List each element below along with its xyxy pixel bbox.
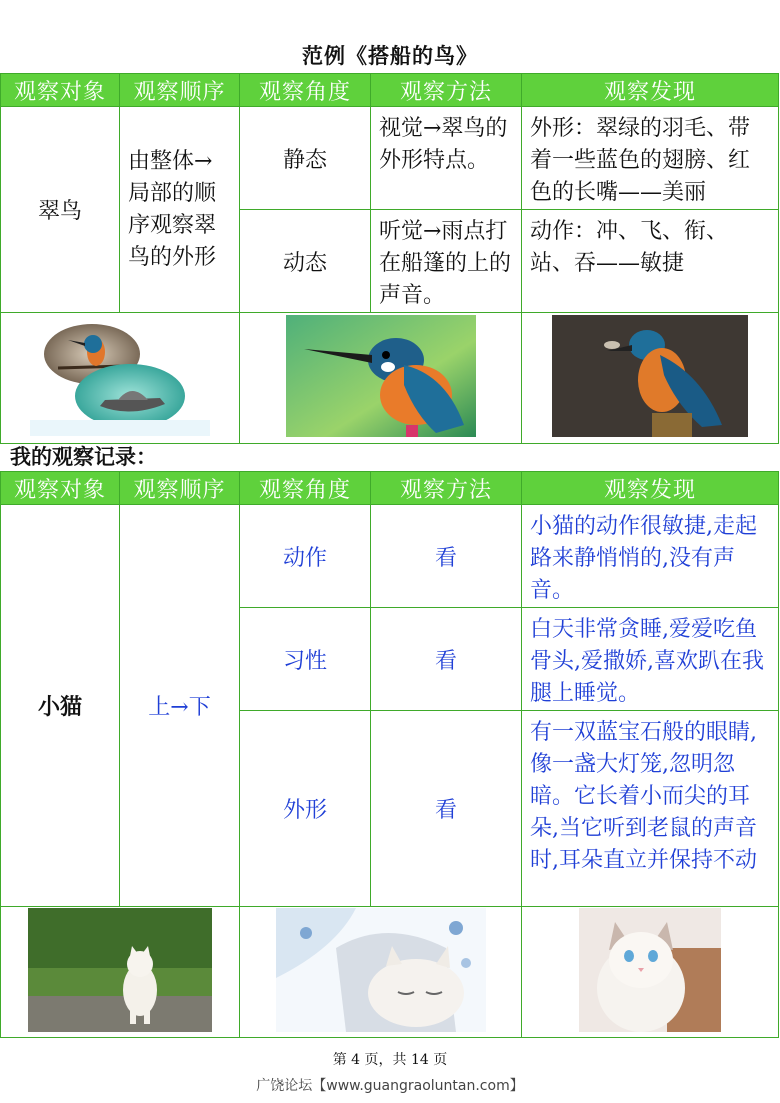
record-method-2: 看 <box>371 608 522 711</box>
record-order: 上→下 <box>120 505 240 907</box>
example-object: 翠鸟 <box>1 107 120 313</box>
record-method-3: 看 <box>371 711 522 907</box>
record-angle-2: 习性 <box>240 608 371 711</box>
kingfisher-boat-image <box>30 316 210 436</box>
photo-cell <box>1 313 240 444</box>
header-angle: 观察角度 <box>240 472 371 505</box>
record-angle-3: 外形 <box>240 711 371 907</box>
photo-cell <box>240 313 522 444</box>
photo-cell <box>522 907 779 1038</box>
photo-cell <box>1 907 240 1038</box>
example-method-1: 视觉→翠鸟的外形特点。 <box>371 107 522 210</box>
example-photo-row <box>1 313 779 444</box>
photo-cell <box>522 313 779 444</box>
photo-cell <box>240 907 522 1038</box>
record-finding-3: 有一双蓝宝石般的眼睛,像一盏大灯笼,忽明忽暗。它长着小而尖的耳朵,当它听到老鼠的声音时,耳朵直立并保持不动 <box>522 711 779 907</box>
example-header-row <box>1 74 779 107</box>
header-object: 观察对象 <box>1 74 120 107</box>
example-table <box>0 73 779 444</box>
header-method: 观察方法 <box>371 74 522 107</box>
record-finding-1: 小猫的动作很敏捷,走起路来静悄悄的,没有声音。 <box>522 505 779 608</box>
cat-in-box-image <box>579 908 721 1032</box>
record-heading: 我的观察记录： <box>10 444 157 469</box>
header-method: 观察方法 <box>371 472 522 505</box>
example-finding-1: 外形：翠绿的羽毛、带着一些蓝色的翅膀、红色的长嘴——美丽 <box>522 107 779 210</box>
record-header-row <box>1 472 779 505</box>
example-order: 由整体→局部的顺序观察翠鸟的外形 <box>120 107 240 313</box>
header-finding: 观察发现 <box>522 74 779 107</box>
header-order: 观察顺序 <box>120 74 240 107</box>
header-object: 观察对象 <box>1 472 120 505</box>
header-angle: 观察角度 <box>240 74 371 107</box>
kingfisher-perch-image <box>286 315 476 437</box>
site-footer: 广饶论坛【www.guangraoluntan.com】 <box>256 1078 524 1094</box>
page-number: 第 4 页，共 14 页 <box>332 1052 448 1068</box>
example-finding-2: 动作：冲、飞、衔、站、吞——敏捷 <box>522 210 779 313</box>
example-method-2: 听觉→雨点打在船篷的上的声音。 <box>371 210 522 313</box>
record-photo-row <box>1 907 779 1038</box>
cat-sleeping-image <box>276 908 486 1032</box>
header-finding: 观察发现 <box>522 472 779 505</box>
record-table <box>0 471 779 1038</box>
example-angle-1: 静态 <box>240 107 371 210</box>
record-method-1: 看 <box>371 505 522 608</box>
header-order: 观察顺序 <box>120 472 240 505</box>
record-object: 小猫 <box>1 505 120 907</box>
page-title: 范例《搭船的鸟》 <box>302 43 478 68</box>
table-row <box>1 505 779 608</box>
cat-walking-image <box>28 908 212 1032</box>
table-row <box>1 107 779 210</box>
record-angle-1: 动作 <box>240 505 371 608</box>
kingfisher-fish-image <box>552 315 748 437</box>
record-finding-2: 白天非常贪睡,爱爱吃鱼骨头,爱撒娇,喜欢趴在我腿上睡觉。 <box>522 608 779 711</box>
example-angle-2: 动态 <box>240 210 371 313</box>
